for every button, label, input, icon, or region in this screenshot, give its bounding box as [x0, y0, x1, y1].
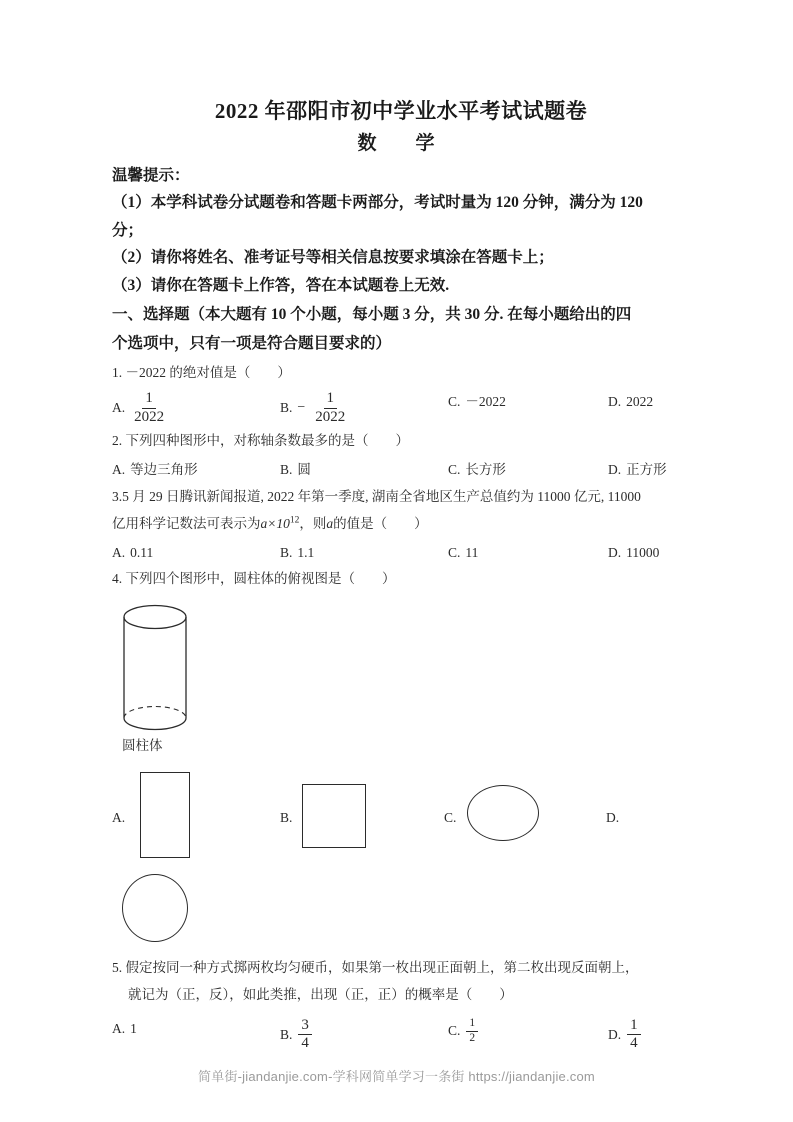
option-value: －2022 [465, 394, 506, 410]
fraction [131, 391, 167, 425]
fraction-denominator: 2022 [315, 408, 346, 425]
option-label: C. [448, 544, 461, 560]
page-title: 2022 年邵阳市初中学业水平考试试题卷 [214, 99, 588, 123]
tall-rectangle-shape[interactable] [140, 772, 190, 858]
question-3-option-a[interactable] [112, 542, 280, 564]
notice-line-3: （2）请你将姓名、准考证号等相关信息按要求填涂在答题卡上； [112, 249, 554, 267]
fraction-numerator: 3 [298, 1018, 312, 1035]
question-1-option-b[interactable] [280, 391, 448, 425]
option-label: B. [280, 544, 293, 560]
question-3-text-1: 5 月 29 日腾讯新闻报道, 2022 年第一季度, 湖南全省地区生产总值约为 11000 亿元, 11000 [122, 488, 641, 504]
question-5-option-b[interactable] [280, 1018, 448, 1052]
question-3-option-c[interactable] [448, 542, 608, 564]
question-5-stem-line-1 [112, 956, 690, 981]
question-4-option-d-label[interactable]: D. [606, 810, 620, 826]
question-3-text-2: 亿用科学记数法可表示为 [112, 515, 261, 531]
math-exponent: 12 [289, 515, 300, 526]
option-value: 1 [130, 1021, 137, 1037]
option-value: 2022 [626, 394, 654, 410]
option-label: B. [280, 400, 293, 416]
math-expression-base: a×10 [260, 515, 290, 531]
question-5-option-c[interactable] [448, 1018, 608, 1044]
fraction-denominator: 2022 [134, 408, 165, 425]
document-body [112, 96, 690, 1052]
cylinder-caption: 圆柱体 [122, 738, 163, 754]
question-2-text: 下列四种图形中，对称轴条数最多的是（ ） [125, 433, 409, 449]
question-2-option-c[interactable] [448, 459, 608, 481]
notice-heading: 温馨提示： [112, 166, 190, 184]
option-label: C. [448, 394, 461, 410]
fraction-denominator: 4 [630, 1035, 638, 1052]
question-3-stem-line-1 [112, 485, 690, 510]
question-4-option-figures [112, 770, 690, 952]
option-label: B. [280, 1027, 293, 1043]
option-label: C. [448, 1023, 461, 1039]
question-4-number: 4. [112, 571, 123, 587]
option-label: D. [608, 544, 622, 560]
question-1-text: －2022 的绝对值是（ ） [125, 365, 291, 381]
fraction-numerator: 1 [324, 391, 338, 408]
question-1-options [112, 391, 690, 425]
question-2-option-b[interactable] [280, 459, 448, 481]
question-2-option-d[interactable] [608, 459, 690, 481]
option-label: D. [608, 462, 622, 478]
fraction [312, 391, 348, 425]
question-2-option-a[interactable] [112, 459, 280, 481]
question-5-stem-line-2 [128, 983, 690, 1008]
question-5-text-1: 假定按同一种方式掷两枚均匀硬币，如果第一枚出现正面朝上，第二枚出现反面朝上， [125, 960, 639, 976]
minus-sign: − [297, 400, 306, 416]
fraction-numerator: 1 [466, 1018, 478, 1032]
fraction [466, 1018, 478, 1044]
cylinder-icon [122, 604, 188, 732]
question-1-option-d[interactable] [608, 391, 690, 413]
section-heading-line-2: 个选项中，只有一项是符合题目要求的） [112, 335, 392, 353]
square-shape[interactable] [302, 784, 366, 848]
option-label: C. [448, 462, 461, 478]
footer-watermark: 简单街-jiandanjie.com-学科网简单学习一条街 https://jiandanjie.com [198, 1069, 595, 1084]
notice-line-4: （3）请你在答题卡上作答，答在本试题卷上无效. [112, 276, 450, 294]
option-label: B. [280, 462, 293, 478]
option-label: A. [112, 1021, 126, 1037]
option-value: 正方形 [626, 462, 667, 478]
question-3-stem-line-2 [112, 512, 690, 537]
option-value: 11000 [626, 544, 660, 560]
option-value: 0.11 [130, 544, 154, 560]
fraction [627, 1018, 641, 1052]
ellipse-shape[interactable] [467, 785, 539, 841]
option-label: D. [608, 394, 622, 410]
fraction [298, 1018, 312, 1052]
question-2-number: 2. [112, 433, 123, 449]
question-4-option-a-label[interactable]: A. [112, 810, 126, 826]
question-2-options [112, 459, 690, 481]
option-label: A. [112, 544, 126, 560]
option-value: 长方形 [465, 462, 506, 478]
fraction-denominator: 2 [469, 1031, 476, 1044]
option-value: 等边三角形 [130, 462, 198, 478]
question-3-text-4: 的值是（ ） [333, 515, 428, 531]
question-3-option-d[interactable] [608, 542, 690, 564]
question-3-options [112, 542, 690, 564]
notice-line-2: 分； [112, 221, 144, 239]
question-5-option-d[interactable] [608, 1018, 690, 1052]
question-1-number: 1. [112, 365, 123, 381]
question-1-stem [112, 361, 690, 386]
question-5-options [112, 1018, 690, 1052]
option-label: A. [112, 400, 126, 416]
question-4-text: 下列四个图形中，圆柱体的俯视图是（ ） [125, 571, 396, 587]
notice-line-1: （1）本学科试卷分试题卷和答题卡两部分，考试时量为 120 分钟，满分为 120 [112, 193, 643, 211]
question-5-number: 5. [112, 960, 123, 976]
option-value: 圆 [297, 462, 311, 478]
question-3-text-3: ，则 [299, 515, 327, 531]
option-label: A. [112, 462, 126, 478]
question-5-option-a[interactable] [112, 1018, 280, 1040]
circle-shape[interactable] [122, 874, 188, 942]
question-4-option-b-label[interactable]: B. [280, 810, 293, 826]
fraction-denominator: 4 [301, 1035, 309, 1052]
question-5-text-2: 就记为（正，反），如此类推，出现（正，正）的概率是（ ） [128, 987, 513, 1003]
question-2-stem [112, 429, 690, 454]
option-label: D. [608, 1027, 622, 1043]
subject-title: 数 学 [357, 132, 445, 154]
option-value: 1.1 [297, 544, 315, 560]
fraction-numerator: 1 [627, 1018, 641, 1035]
question-4-stem [112, 567, 690, 592]
question-4-figure-area [112, 598, 690, 768]
question-3-option-b[interactable] [280, 542, 448, 564]
question-3-number: 3. [112, 488, 123, 504]
question-4-option-c-label[interactable]: C. [444, 810, 457, 826]
question-1-option-c[interactable] [448, 391, 608, 413]
math-variable: a [326, 515, 334, 531]
option-value: 11 [465, 544, 479, 560]
section-heading-line-1: 一、选择题（本大题有 10 个小题，每小题 3 分，共 30 分. 在每小题给出的四 [112, 306, 632, 324]
fraction-numerator: 1 [142, 391, 156, 408]
question-1-option-a[interactable] [112, 391, 280, 425]
